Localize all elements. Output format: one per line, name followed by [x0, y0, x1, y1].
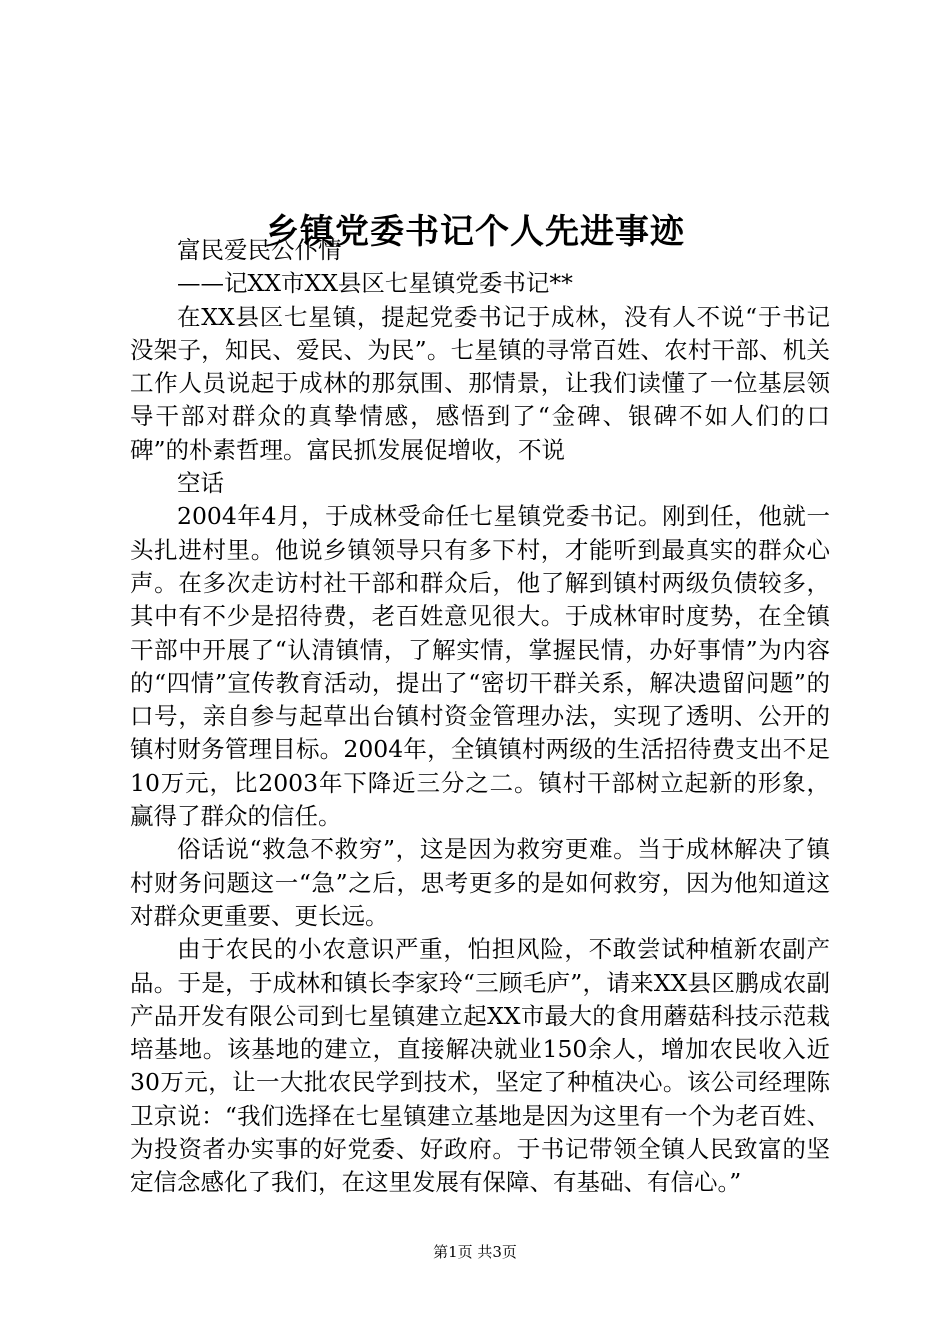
document-body: [130, 234, 830, 1200]
paragraph-intro: 在XX县区七星镇，提起党委书记于成林，没有人不说“于书记没架子，知民、爱民、为民”。七星镇的寻常百姓、农村干部、机关工作人员说起于成林的那氛围、那情景，让我们读懂了一位基层领导干部对群众的真挚情感，感悟到了“金碑、银碑不如人们的口碑”的朴素哲理。富民抓发展促增收，不说: [130, 302, 830, 464]
document-title: 乡镇党委书记个人先进事迹: [265, 211, 685, 252]
paragraph-2004: 2004年4月，于成林受命任七星镇党委书记。刚到任，他就一头扎进村里。他说乡镇领导只有多下村，才能听到最真实的群众心声。在多次走访村社干部和群众后，他了解到镇村两级负债较多，其中有不少是招待费，老百姓意见很大。于成林审时度势，在全镇干部中开展了“认清镇情，了解实情，掌握民情，办好事情”为内容的“四情”宣传教育活动，提出了“密切干群关系，解决遗留问题”的口号，亲自参与起草出台镇村资金管理办法，实现了透明、公开的镇村财务管理目标。2004年，全镇镇村两级的生活招待费支出不足10万元，比2003年下降近三分之二。镇村干部树立起新的形象，赢得了群众的信任。: [130, 502, 830, 831]
paragraph-proverb: 俗话说“救急不救穷”，这是因为救穷更难。当于成林解决了镇村财务问题这一“急”之后，思考更多的是如何救穷，因为他知道这对群众更重要、更长远。: [130, 835, 830, 930]
page-number-footer: 第1页 共3页: [433, 1243, 517, 1261]
paragraph-mushroom-base: 由于农民的小农意识严重，怕担风险，不敢尝试种植新农副产品。于是，于成林和镇长李家玲“三顾毛庐”，请来XX县区鹏成农副产品开发有限公司到七星镇建立起XX市最大的食用蘑菇科技示范栽培基地。该基地的建立，直接解决就业150余人，增加农民收入近30万元，让一大批农民学到技术，坚定了种植决心。该公司经理陈卫京说：“我们选择在七星镇建立基地是因为这里有一个为老百姓、为投资者办实事的好党委、好政府。于书记带领全镇人民致富的坚定信念感化了我们，在这里发展有保障、有基础、有信心。”: [130, 935, 830, 1197]
paragraph-heading-fragment: 空话: [177, 469, 224, 498]
paragraph-byline: ——记XX市XX县区七星镇党委书记**: [177, 269, 573, 298]
paragraph-subtitle: 富民爱民公仆情: [177, 236, 342, 264]
